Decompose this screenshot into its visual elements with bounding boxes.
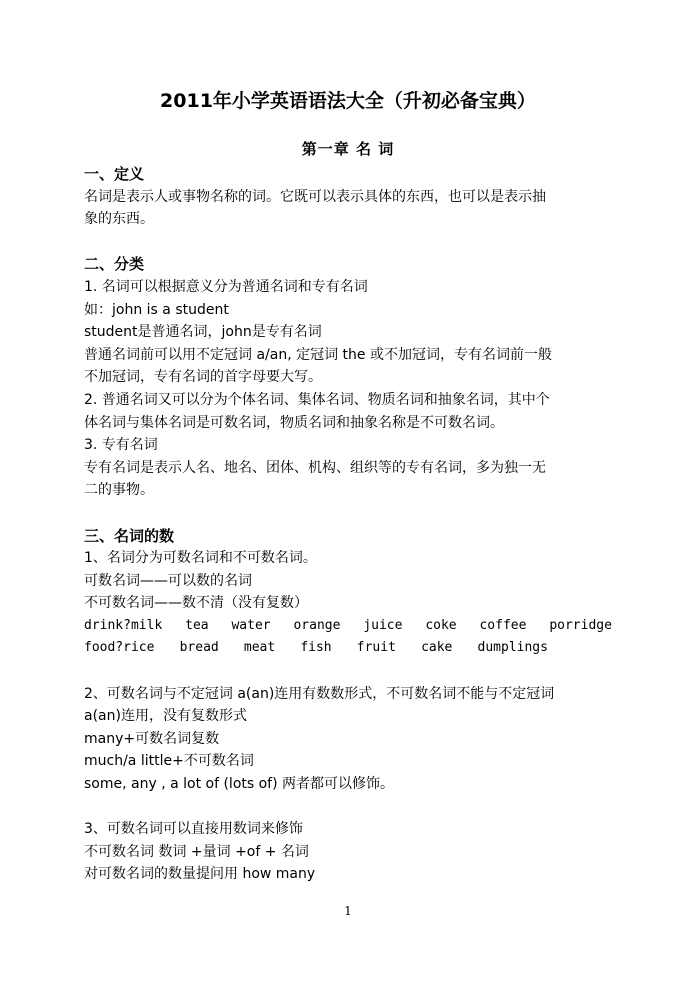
blank-line: [84, 231, 624, 254]
paragraph-line: 专有名词是表示人名、地名、团体、机构、组织等的专有名词，多为独一无: [84, 459, 546, 476]
paragraph-line: 可数名词——可以数的名词: [84, 572, 252, 589]
word-item: fruit: [356, 640, 396, 656]
word-item: meat: [243, 640, 276, 656]
section-heading-number-of-nouns: 三、名词的数: [84, 526, 175, 545]
word-item: porridge: [549, 617, 612, 633]
page-number: 1: [344, 904, 352, 918]
word-item: food?rice: [84, 640, 155, 656]
blank-line: [84, 502, 624, 525]
paragraph-line: 不可数名词——数不清（没有复数）: [84, 595, 308, 612]
document-body: [84, 163, 624, 886]
word-item: coffee: [479, 617, 527, 633]
paragraph-line: 3、可数名词可以直接用数词来修饰: [84, 821, 303, 838]
paragraph-line: 不加冠词，专有名词的首字母要大写。: [84, 369, 322, 386]
paragraph-line: 1. 名词可以根据意义分为普通名词和专有名词: [84, 278, 368, 295]
word-item: dumplings: [477, 640, 548, 656]
uncountable-words-row-food: [84, 637, 548, 660]
paragraph-line: 2. 普通名词又可以分为个体名词、集体名词、物质名词和抽象名词，其中个: [84, 391, 550, 408]
paragraph-line: 普通名词前可以用不定冠词 a/an, 定冠词 the 或不加冠词，专有名词前一般: [84, 346, 552, 363]
blank-line: [84, 796, 624, 819]
paragraph-line: 二的事物。: [84, 482, 154, 499]
paragraph-line: a(an)连用，没有复数形式: [84, 708, 247, 725]
paragraph-line: 体名词与集体名词是可数名词，物质名词和抽象名称是不可数名词。: [84, 414, 504, 431]
word-item: coke: [425, 617, 457, 633]
paragraph-line: some, any , a lot of (lots of) 两者都可以修饰。: [84, 776, 395, 793]
paragraph-line: 对可数名词的数量提问用 how many: [84, 866, 316, 883]
word-item: juice: [363, 617, 403, 633]
paragraph-line: 3. 专有名词: [84, 437, 158, 454]
uncountable-words-row-drinks: [84, 615, 612, 638]
word-item: drink?milk: [84, 617, 163, 633]
section-heading-classification: 二、分类: [84, 255, 145, 274]
paragraph-line: 1、名词分为可数名词和不可数名词。: [84, 550, 317, 567]
document-title: 2011年小学英语语法大全（升初必备宝典）: [160, 90, 536, 112]
word-item: orange: [293, 617, 341, 633]
chapter-heading: 第一章 名 词: [301, 140, 395, 158]
paragraph-line: 不可数名词 数词 +量词 +of + 名词: [84, 843, 309, 860]
example-line: 如：john is a student: [84, 301, 229, 318]
word-item: bread: [179, 640, 219, 656]
paragraph-line: 2、可数名词与不定冠词 a(an)连用有数数形式，不可数名词不能与不定冠词: [84, 685, 555, 702]
word-item: tea: [185, 617, 209, 633]
blank-line: [84, 660, 624, 683]
paragraph-line: student是普通名词，john是专有名词: [84, 324, 322, 341]
section-heading-definition: 一、定义: [84, 165, 145, 183]
paragraph-line: 名词是表示人或事物名称的词。它既可以表示具体的东西，也可以是表示抽: [84, 188, 546, 205]
word-item: cake: [421, 640, 453, 656]
paragraph-line: much/a little+不可数名词: [84, 753, 254, 770]
paragraph-line: 象的东西。: [84, 211, 154, 228]
word-item: fish: [300, 640, 332, 656]
word-item: water: [231, 617, 271, 633]
paragraph-line: many+可数名词复数: [84, 730, 220, 747]
